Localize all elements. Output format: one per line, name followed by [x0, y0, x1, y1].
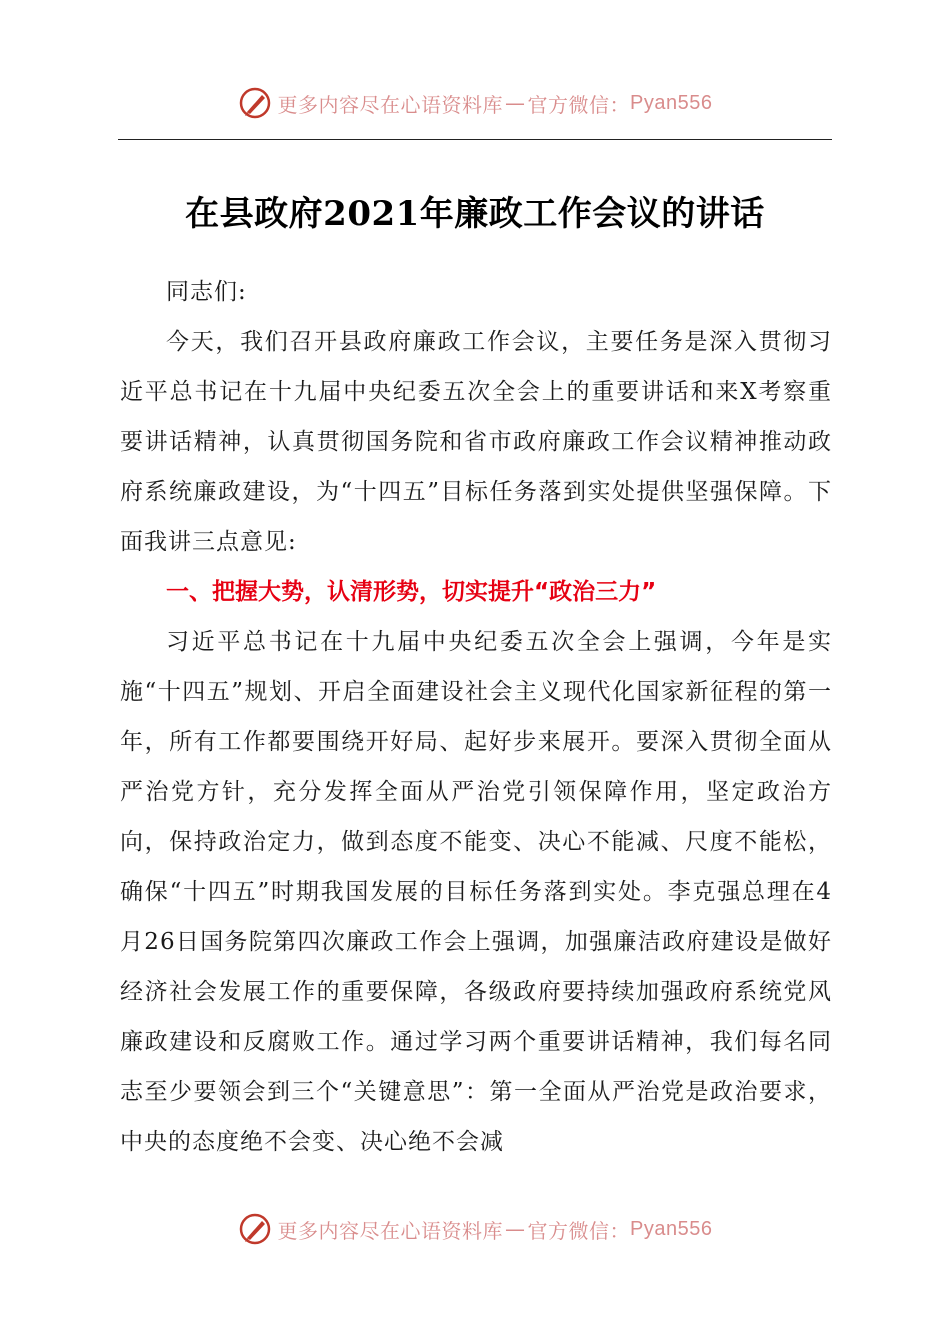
footer-watermark-banner	[0, 1209, 950, 1249]
header-banner-code: Pyan556	[630, 91, 713, 114]
header-banner-label: 官方微信：	[527, 92, 631, 117]
intro-paragraph: 今天，我们召开县政府廉政工作会议，主要任务是深入贯彻习近平总书记在十九届中央纪委五次全会上的重要讲话和来X考察重要讲话精神，认真贯彻国务院和省市政府廉政工作会议精神推动政府系统廉政建设，为“十四五”目标任务落到实处提供坚强保障。下面我讲三点意见:	[120, 329, 832, 555]
footer-banner-code: Pyan556	[630, 1217, 713, 1240]
header-divider	[118, 139, 832, 140]
footer-banner-label: 官方微信：	[527, 1218, 631, 1243]
section-paragraph: 习近平总书记在十九届中央纪委五次全会上强调，今年是实施“十四五”规划、开启全面建设社会主义现代化国家新征程的第一年，所有工作都要围绕开好局、起好步来展开。要深入贯彻全面从严治党方针，充分发挥全面从严治党引领保障作用，坚定政治方向，保持政治定力，做到态度不能变、决心不能减、尺度不能松，确保“十四五”时期我国发展的目标任务落到实处。李克强总理在4月26日国务院第四次廉政工作会上强调，加强廉洁政府建设是做好经济社会发展工作的重要保障，各级政府要持续加强政府系统党风廉政建设和反腐败工作。通过学习两个重要讲话精神，我们每名同志至少要领会到三个“关键意思”：第一全面从严治党是政治要求，中央的态度绝不会变、决心绝不会减	[120, 629, 832, 1155]
footer-banner-separator: —	[505, 1217, 526, 1241]
document-body	[120, 267, 832, 1167]
footer-banner-text: 更多内容尽在心语资料库	[277, 1218, 504, 1243]
header-banner-text: 更多内容尽在心语资料库	[277, 92, 504, 117]
greeting: 同志们:	[166, 279, 247, 305]
document-title: 在县政府2021年廉政工作会议的讲话	[185, 194, 765, 234]
header-banner-separator: —	[505, 91, 526, 115]
section-heading: 一、把握大势，认清形势，切实提升“政治三力”	[166, 579, 657, 605]
header-watermark-banner	[0, 83, 950, 123]
pen-logo-icon	[238, 86, 272, 120]
pen-logo-icon	[238, 1212, 272, 1246]
